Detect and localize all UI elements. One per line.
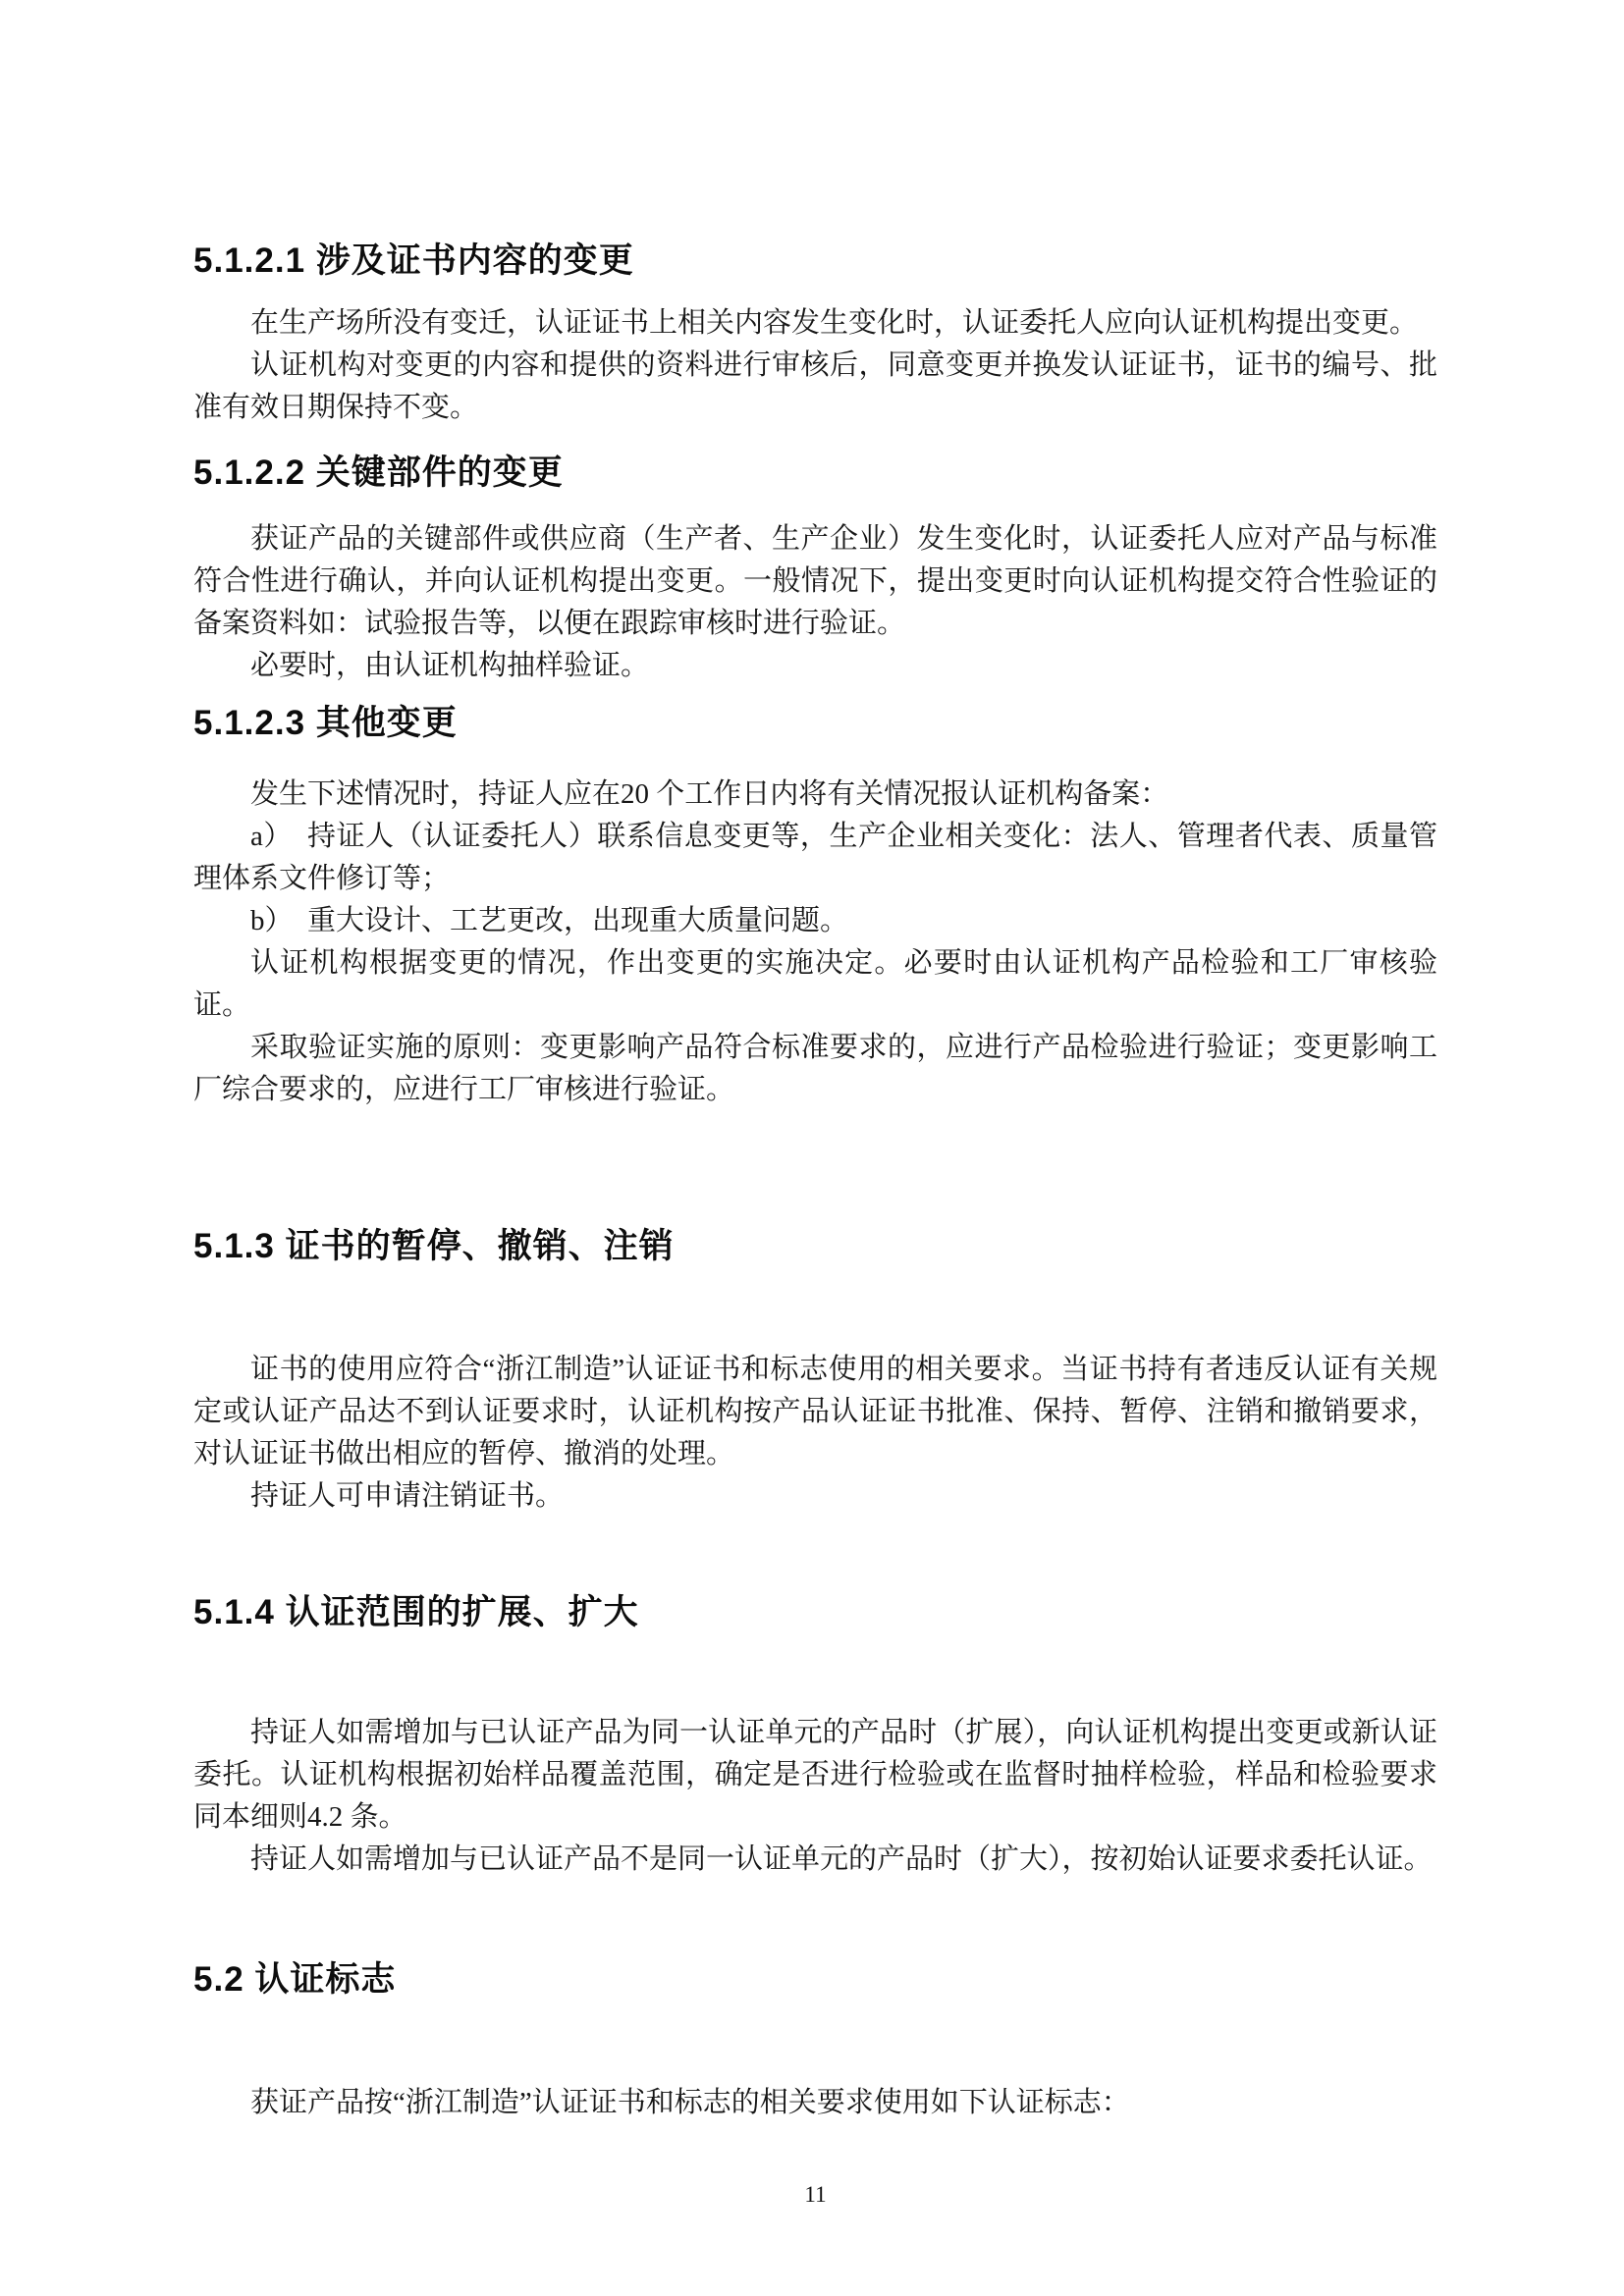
section-5-1-2-3 <box>193 702 1437 1111</box>
paragraph: 必要时，由认证机构抽样验证。 <box>250 650 650 681</box>
section-body <box>193 302 1437 429</box>
paragraph: 认证机构对变更的内容和提供的资料进行审核后，同意变更并换发认证证书，证书的编号、批准有效日期保持不变。 <box>193 349 1437 423</box>
section-body <box>193 518 1437 687</box>
paragraph: 认证机构根据变更的情况，作出变更的实施决定。必要时由认证机构产品检验和工厂审核验证。 <box>193 947 1437 1021</box>
section-5-1-3 <box>193 1225 1437 1518</box>
paragraph: 在生产场所没有变迁，认证证书上相关内容发生变化时，认证委托人应向认证机构提出变更。 <box>250 307 1419 339</box>
paragraph: 发生下述情况时，持证人应在20 个工作日内将有关情况报认证机构备案： <box>250 778 1169 810</box>
paragraph: 持证人可申请注销证书。 <box>250 1480 565 1512</box>
section-5-1-2-2 <box>193 452 1437 687</box>
paragraph: 获证产品按“浙江制造”认证证书和标志的相关要求使用如下认证标志： <box>250 2087 1130 2118</box>
section-5-1-2-1 <box>193 240 1437 429</box>
paragraph: 获证产品的关键部件或供应商（生产者、生产企业）发生变化时，认证委托人应对产品与标准符合性进行确认，并向认证机构提出变更。一般情况下，提出变更时向认证机构提交符合性验证的备案资料如：试验报告等，以便在跟踪审核时进行验证。 <box>193 523 1437 639</box>
paragraph: 持证人如需增加与已认证产品为同一认证单元的产品时（扩展），向认证机构提出变更或新认证委托。认证机构根据初始样品覆盖范围，确定是否进行检验或在监督时抽样检验，样品和检验要求同本细则4.2 条。 <box>193 1717 1437 1833</box>
section-heading: 5.1.2.3 其他变更 <box>193 704 458 742</box>
paragraph: 证书的使用应符合“浙江制造”认证证书和标志使用的相关要求。当证书持有者违反认证有关规定或认证产品达不到认证要求时，认证机构按产品认证证书批准、保持、暂停、注销和撤销要求，对认证证书做出相应的暂停、撤消的处理。 <box>193 1354 1437 1469</box>
section-heading: 5.1.3 证书的暂停、撤销、注销 <box>193 1227 675 1265</box>
page-number: 11 <box>804 2182 827 2207</box>
paragraph-list-item-b: b） 重大设计、工艺更改，出现重大质量问题。 <box>250 905 849 936</box>
section-5-1-4 <box>193 1591 1437 1881</box>
section-body <box>193 2082 1437 2124</box>
section-body <box>193 1349 1437 1518</box>
paragraph-list-item-a: a） 持证人（认证委托人）联系信息变更等，生产企业相关变化：法人、管理者代表、质量管理体系文件修订等； <box>193 821 1437 894</box>
paragraph: 采取验证实施的原则：变更影响产品符合标准要求的，应进行产品检验进行验证；变更影响工厂综合要求的，应进行工厂审核进行验证。 <box>193 1032 1437 1105</box>
section-body <box>193 1712 1437 1881</box>
section-heading: 5.1.4 认证范围的扩展、扩大 <box>193 1593 639 1631</box>
paragraph: 持证人如需增加与已认证产品不是同一认证单元的产品时（扩大），按初始认证要求委托认证。 <box>250 1843 1433 1875</box>
section-5-2 <box>193 1958 1437 2124</box>
section-heading: 5.1.2.1 涉及证书内容的变更 <box>193 241 634 280</box>
section-heading: 5.2 认证标志 <box>193 1960 397 1999</box>
section-heading: 5.1.2.2 关键部件的变更 <box>193 454 564 492</box>
section-body <box>193 774 1437 1111</box>
